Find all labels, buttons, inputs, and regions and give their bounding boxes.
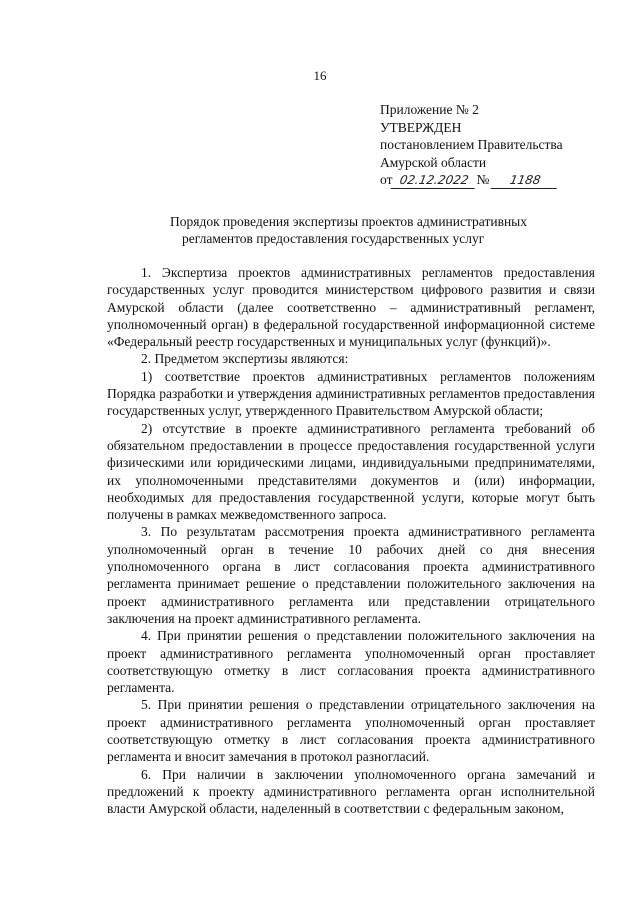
appendix-label: Приложение № 2	[380, 102, 479, 117]
paragraph: 4. При принятии решения о представлении положительного заключения на проект административного регламента уполномоченный орган проставляет соответствующую отметку в лист согласования проекта административного регламента.	[107, 628, 595, 696]
document-body	[107, 264, 595, 818]
paragraph: 5. При принятии решения о представлении отрицательного заключения на проект административного регламента уполномоченный орган проставляет соответствующую отметку в лист согласования проекта административного регламента и вносит замечания в протокол разногласий.	[107, 697, 595, 765]
handwritten-number: 1188	[491, 173, 560, 189]
approval-block	[380, 101, 610, 189]
title-line-2: регламентов предоставления государственных услуг	[182, 231, 485, 246]
paragraph: 6. При наличии в заключении уполномоченного органа замечаний и предложений к проекту административного регламента орган исполнительной власти Амурской области, наделенный в соответствии с федеральным законом,	[107, 766, 595, 817]
title-line-1: Порядок проведения экспертизы проектов административных	[170, 214, 527, 229]
page-number: 16	[313, 68, 327, 83]
paragraph: 1. Экспертиза проектов административных регламентов предоставления государственных услуг проводится министерством цифрового развития и связи Амурской области (далее соответственно – административный регламент, уполномоченный орган) в федеральной государственной информационной системе «Федеральный реестр государственных и муниципальных услуг (функций)».	[107, 265, 595, 350]
resolution-label: постановлением Правительства	[380, 137, 563, 152]
from-label: от	[380, 172, 393, 187]
handwritten-date: 02.12.2022	[391, 173, 478, 189]
approved-label: УТВЕРЖДЕН	[380, 119, 462, 135]
document-title	[170, 213, 570, 247]
paragraph: 2. Предметом экспертизы являются:	[141, 351, 349, 367]
paragraph: 1) соответствие проектов административных регламентов положениям Порядка разработки и утверждения административных регламентов предоставления государственных услуг, утвержденного Правительством Амурской области;	[107, 368, 595, 419]
number-label: №	[476, 172, 490, 187]
paragraph: 2) отсутствие в проекте административного регламента требований об обязательном предоставлении в процессе предоставления государственной услуги физическими или юридическими лицами, индивидуальными предпринимателями, их уполномоченными представителями документов и (или) информации, необходимых для предоставления государственной услуги, которые могут быть получены в рамках межведомственного запроса.	[107, 420, 595, 523]
region-label: Амурской области	[380, 154, 487, 170]
date-number-line	[380, 171, 610, 189]
paragraph: 3. По результатам рассмотрения проекта административного регламента уполномоченный орган в течение 10 рабочих дней со дня внесения уполномоченного органа в лист согласования проекта административного регламента принимает решение о представлении положительного заключения на проект административного регламента или представлении отрицательного заключения на проект административного регламента.	[107, 524, 595, 626]
